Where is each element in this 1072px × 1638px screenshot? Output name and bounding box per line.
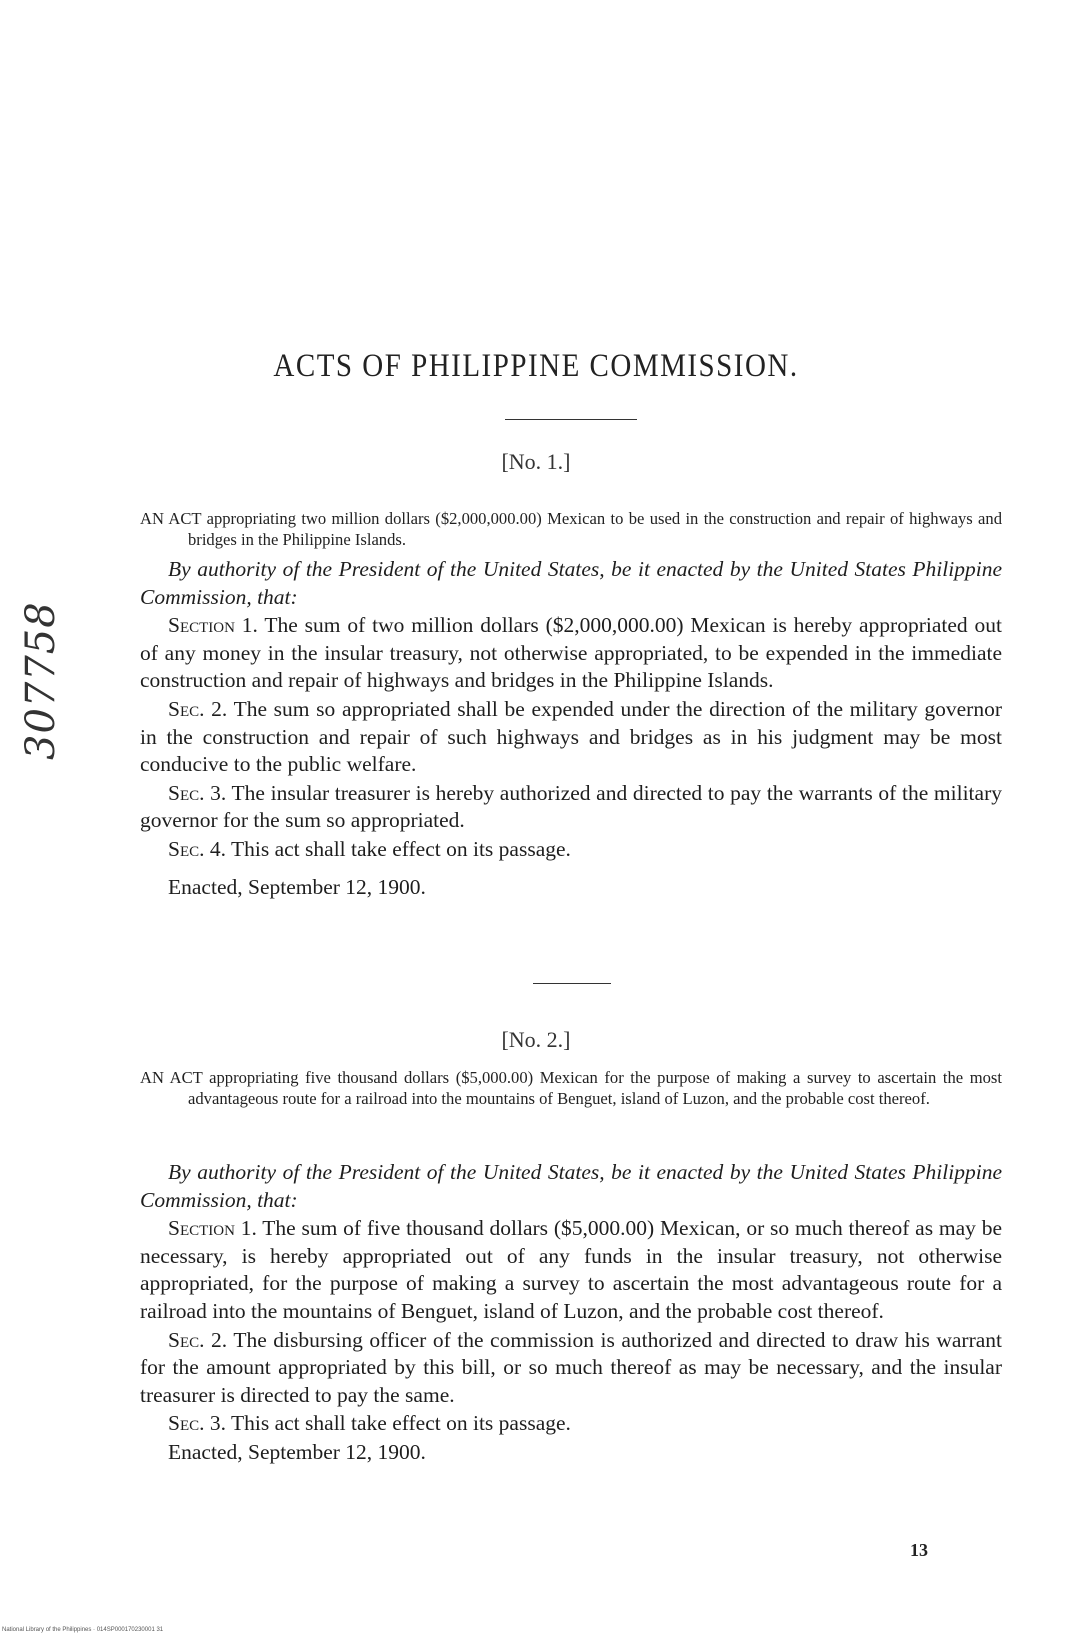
act-1-enacting-clause: By authority of the President of the United States, be it enacted by the United States Philippine Commission, that:	[140, 557, 1002, 609]
act-1-section-4	[140, 836, 1002, 864]
act-1-section-2	[140, 696, 1002, 779]
act-1-section-1	[140, 612, 1002, 695]
act-2-section-3-text: This act shall take effect on its passage.	[231, 1411, 571, 1436]
page-number: 13	[910, 1540, 928, 1560]
act-2-section-2-label: Sec. 2.	[168, 1327, 228, 1352]
act-2-section-1-text: The sum of five thousand dollars ($5,000.00) Mexican, or so much thereof as may be necessary, is hereby appropriated out of any funds in the insular treasury, not otherwise appropriated, for the purpose of making a survey to ascertain the most advantageous route for a railroad into the mountains of Benguet, island of Luzon, and the probable cost thereof.	[140, 1216, 1002, 1323]
act-2-body	[140, 1159, 1002, 1468]
act-2-section-3-label: Sec. 3.	[168, 1411, 226, 1436]
act-1-section-4-label: Sec. 4.	[168, 836, 226, 861]
act-2-section-2	[140, 1327, 1002, 1410]
act-2-title-text: AN ACT appropriating five thousand dollars ($5,000.00) Mexican for the purpose of making a survey to ascertain the most advantageous route for a railroad into the mountains of Benguet, island of Luzon, and the probable cost thereof.	[140, 1068, 1002, 1108]
act-2-enacted-date: Enacted, September 12, 1900.	[168, 1439, 426, 1464]
act-2-section-1-label: Section 1.	[168, 1216, 257, 1241]
handwritten-accession-number: 307758	[18, 601, 64, 760]
act-1-section-1-text: The sum of two million dollars ($2,000,000.00) Mexican is hereby appropriated out of any money in the insular treasury, not otherwise appropriated, to be expended in the immediate construction and repair of highways and bridges in the Philippine Islands.	[140, 613, 1002, 693]
act-1-title-text: AN ACT appropriating two million dollars ($2,000,000.00) Mexican to be used in the construction and repair of highways and bridges in the Philippine Islands.	[140, 509, 1002, 549]
act-divider	[533, 983, 611, 984]
act-1-title	[140, 508, 1002, 550]
act-1-section-2-text: The sum so appropriated shall be expended under the direction of the military governor in the construction and repair of such highways and bridges as in his judgment may be most conducive to the public welfare.	[140, 696, 1002, 777]
page-heading: ACTS OF PHILIPPINE COMMISSION.	[273, 348, 799, 384]
act-1-section-3-label: Sec. 3.	[168, 780, 227, 805]
spacer	[140, 865, 1002, 874]
act-2-section-2-text: The disbursing officer of the commission is authorized and directed to draw his warrant for the amount appropriated by this bill, or so much thereof as may be necessary, and the insular treasurer is directed to pay the same.	[140, 1327, 1003, 1407]
act-2-section-1	[140, 1215, 1002, 1325]
act-2-section-3	[140, 1410, 1002, 1438]
act-1-section-4-text: This act shall take effect on its passage.	[231, 836, 571, 861]
act-1-number: [No. 1.]	[501, 449, 571, 474]
act-1-section-2-label: Sec. 2.	[168, 696, 228, 721]
act-2-enacting-clause: By authority of the President of the United States, be it enacted by the United States Philippine Commission, that:	[140, 1160, 1002, 1212]
act-1-section-1-label: Section 1.	[168, 613, 258, 638]
act-1-section-3-text: The insular treasurer is hereby authorized and directed to pay the warrants of the military governor for the sum so appropriated.	[140, 780, 1002, 833]
act-1-enacted-date: Enacted, September 12, 1900.	[168, 874, 426, 899]
act-2-number: [No. 2.]	[501, 1027, 571, 1052]
act-2-title	[140, 1067, 1002, 1109]
scan-footer-note: National Library of the Philippines · 014SP000170230001 31	[2, 1627, 164, 1633]
act-1-section-3	[140, 780, 1002, 835]
act-1-body	[140, 556, 1002, 902]
heading-divider	[505, 419, 637, 420]
